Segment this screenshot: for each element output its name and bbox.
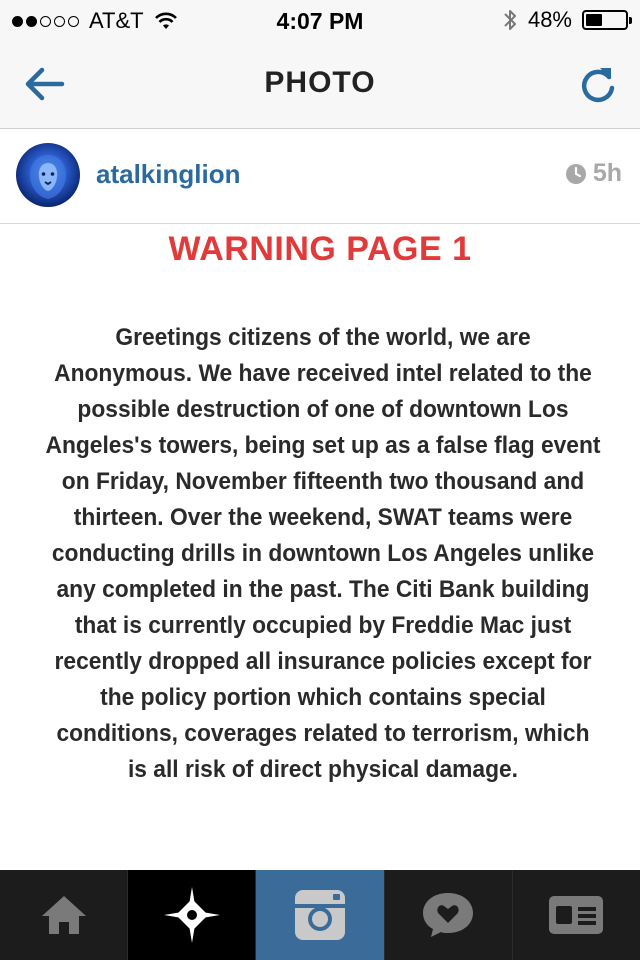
camera-icon [293,888,347,942]
status-bar [0,0,640,40]
post-header [0,129,640,224]
lion-avatar-image [16,143,80,207]
battery-percent: 48% [527,7,572,32]
status-right [502,7,628,33]
clock-icon [565,163,587,185]
post-username[interactable]: atalkinglion [96,159,241,189]
photo-body-text: Greetings citizens of the world, we are Anonymous. We have received intel related to the possible destruction of one of downtown Los Angeles's towers, being set up as a false flag event on Friday, November fifteenth two thousand and thirteen. Over the weekend, SWAT teams were conducting drills in downtown Los Angeles unlike any completed in the past. The Citi Bank building that is currently occupied by Freddie Mac just recently dropped all insurance policies except for the policy portion which contains special conditions, coverages related to terrorism, which is all risk of direct physical damage. [45,324,601,783]
avatar[interactable] [16,143,80,207]
nav-bar [0,40,640,129]
tab-activity[interactable] [385,870,513,960]
activity-heart-bubble-icon [419,889,477,941]
refresh-icon[interactable] [578,62,618,106]
post-timestamp [565,159,622,188]
photo-heading: WARNING PAGE 1 [168,230,472,268]
status-time: 4:07 PM [276,8,364,34]
page-title: PHOTO [264,66,376,99]
tab-home[interactable] [0,870,128,960]
carrier-name: AT&T [89,8,144,33]
post-photo[interactable] [0,224,640,870]
tab-explore[interactable] [128,870,256,960]
explore-star-icon [162,885,222,945]
battery-level-fill [586,14,602,26]
home-icon [38,892,90,938]
battery-icon [582,10,628,30]
profile-card-icon [547,894,605,936]
tab-bar [0,870,640,960]
time-ago: 5h [592,159,622,187]
bluetooth-icon [502,8,518,32]
tab-profile[interactable] [513,870,640,960]
tab-camera[interactable] [256,870,384,960]
